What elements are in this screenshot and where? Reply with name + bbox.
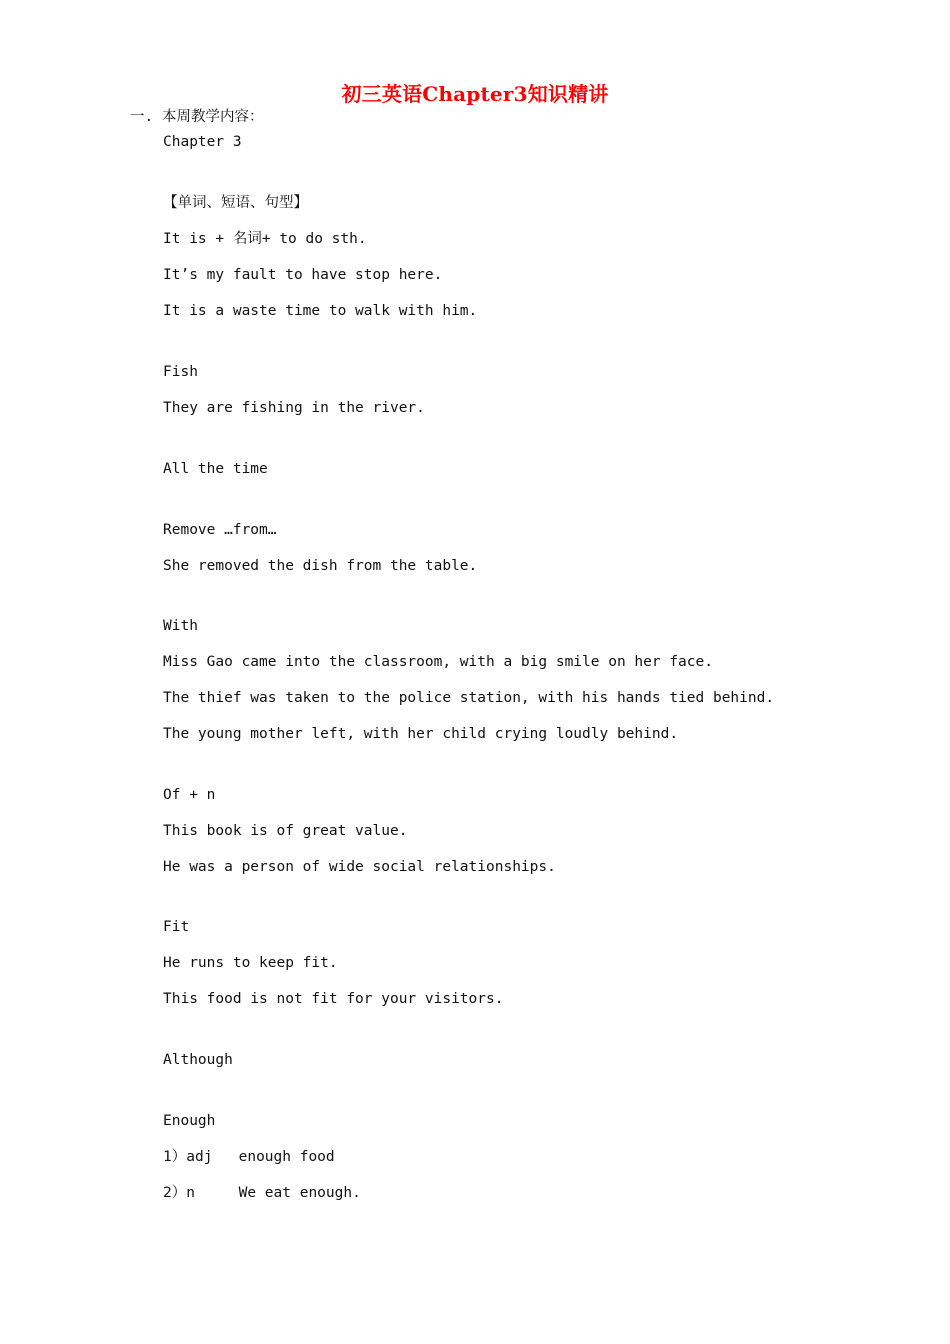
section-marker: 一. <box>130 109 154 125</box>
term-heading: Fish <box>163 364 198 380</box>
text-line: He runs to keep fit. <box>163 955 338 971</box>
vocab-heading: 【单词、短语、句型】 <box>163 195 308 211</box>
section-one <box>130 108 263 126</box>
text-line: The young mother left, with her child crying loudly behind. <box>163 726 679 742</box>
chapter-label: Chapter 3 <box>163 134 242 150</box>
text-line: 2）n We eat enough. <box>163 1185 361 1201</box>
text-line: They are fishing in the river. <box>163 400 425 416</box>
term-heading: Although <box>163 1052 233 1068</box>
text-line: She removed the dish from the table. <box>163 558 478 574</box>
text-line: It’s my fault to have stop here. <box>163 267 443 283</box>
term-heading: With <box>163 618 198 634</box>
text-line: He was a person of wide social relationships. <box>163 859 556 875</box>
text-line: It is a waste time to walk with him. <box>163 303 478 319</box>
text-line: It is + 名词+ to do sth. <box>163 231 367 247</box>
term-heading: Of + n <box>163 787 216 803</box>
section-label: 本周教学内容： <box>161 109 264 125</box>
text-line: This food is not fit for your visitors. <box>163 991 504 1007</box>
term-heading: Remove …from… <box>163 522 277 538</box>
term-heading: Fit <box>163 919 190 935</box>
text-line: Miss Gao came into the classroom, with a big smile on her face. <box>163 654 713 670</box>
term-heading: All the time <box>163 461 268 477</box>
term-heading: Enough <box>163 1113 216 1129</box>
page-title: 初三英语Chapter3知识精讲 <box>341 82 609 106</box>
text-line: 1）adj enough food <box>163 1149 335 1165</box>
text-line: The thief was taken to the police station, with his hands tied behind. <box>163 690 775 706</box>
text-line: This book is of great value. <box>163 823 408 839</box>
